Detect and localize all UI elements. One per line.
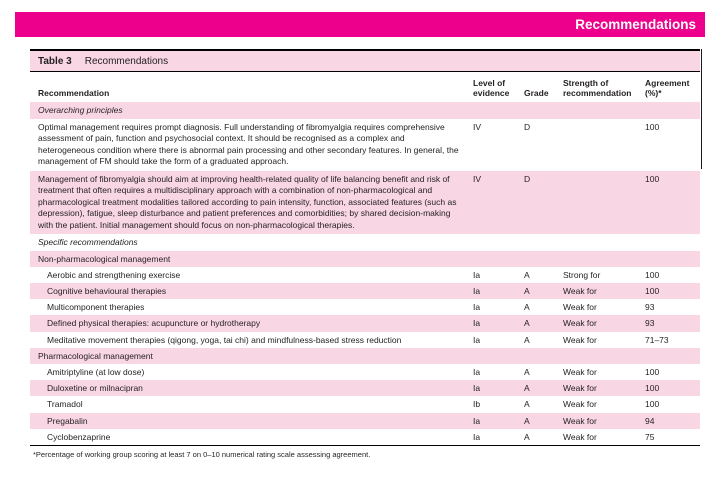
evidence-cell: Ia <box>473 366 481 377</box>
recommendation-cell: Amitriptyline (at low dose) <box>47 366 145 377</box>
table-body <box>30 102 700 445</box>
grade-cell <box>524 348 563 364</box>
evidence-cell: Ia <box>473 269 481 280</box>
agreement-cell: 100 <box>645 286 660 297</box>
recommendations-table <box>30 72 700 445</box>
item-row <box>30 413 700 429</box>
grade-cell: A <box>524 318 530 329</box>
strength-cell: Strong for <box>563 269 601 280</box>
paragraph-row <box>30 171 700 235</box>
agreement-cell: 100 <box>645 173 660 184</box>
recommendation-cell: Cyclobenzaprine <box>47 431 111 442</box>
strength-cell: Weak for <box>563 302 597 313</box>
grade-cell <box>524 102 563 118</box>
agreement-cell: 100 <box>645 399 660 410</box>
recommendation-cell: Multicomponent therapies <box>47 302 145 313</box>
strength-cell <box>563 102 645 118</box>
strength-cell: Weak for <box>563 415 597 426</box>
item-row <box>30 283 700 299</box>
evidence-cell: IV <box>473 173 482 184</box>
col-header-recommendation: Recommendation <box>30 72 473 102</box>
recommendation-cell: Management of fibromyalgia should aim at improving health-related quality of life balancing benefit and risk of treatment that often requires a multidisciplinary approach with a combination of non-pharmacological and pharmacological treatment modalities tailored according to pain intensity, function, associated features (such as depression), fatigue, sleep disturbance and patient preferences and comorbidities; by shared decision-making with the patient. Initial management should focus on non-pharmacological therapies. <box>38 173 457 230</box>
agreement-cell <box>645 234 700 250</box>
header-row <box>30 72 700 102</box>
evidence-cell: Ia <box>473 431 481 442</box>
strength-cell: Weak for <box>563 399 597 410</box>
evidence-cell: Ib <box>473 399 481 410</box>
strength-cell: Weak for <box>563 431 597 442</box>
recommendation-cell: Optimal management requires prompt diagnosis. Full understanding of fibromyalgia requires comprehensive assessment of pain, function and psychosocial context. It should be recognised as a complex and heterogeneous condition where there is abnormal pain processing and other secondary features. In general, the management of FM should take the form of a graduated approach. <box>38 121 459 167</box>
section-row <box>30 251 700 267</box>
strength-cell: Weak for <box>563 383 597 394</box>
agreement-cell: 93 <box>645 318 655 329</box>
grade-cell <box>524 234 563 250</box>
recommendation-cell: Tramadol <box>47 399 83 410</box>
agreement-cell: 100 <box>645 121 660 132</box>
item-row <box>30 396 700 412</box>
recommendation-cell: Cognitive behavioural therapies <box>47 286 167 297</box>
agreement-cell: 100 <box>645 269 660 280</box>
item-row <box>30 299 700 315</box>
recommendation-cell: Meditative movement therapies (qigong, yoga, tai chi) and mindfulness-based stress reduction <box>47 334 402 345</box>
strength-cell <box>563 119 645 171</box>
agreement-cell: 100 <box>645 366 660 377</box>
evidence-cell <box>473 102 524 118</box>
grade-cell: A <box>524 366 530 377</box>
strength-cell <box>563 251 645 267</box>
evidence-cell <box>473 348 524 364</box>
table-header <box>30 72 700 102</box>
table-footnote: *Percentage of working group scoring at least 7 on 0–10 numerical rating scale assessing agreement. <box>33 449 371 459</box>
item-row <box>30 429 700 445</box>
grade-cell: A <box>524 399 530 410</box>
grade-cell: A <box>524 383 530 394</box>
col-header-grade: Grade <box>524 72 563 102</box>
table-3-container <box>30 49 700 460</box>
strength-cell: Weak for <box>563 318 597 329</box>
evidence-cell: Ia <box>473 383 481 394</box>
agreement-cell: 75 <box>645 431 655 442</box>
evidence-cell: Ia <box>473 286 481 297</box>
grade-cell: A <box>524 431 530 442</box>
recommendation-cell: Pregabalin <box>47 415 88 426</box>
banner-title: Recommendations <box>575 17 696 32</box>
evidence-cell: IV <box>473 121 482 132</box>
strength-cell <box>563 348 645 364</box>
col-header-strength: Strength of recommendation <box>563 72 645 102</box>
evidence-cell: Ia <box>473 318 481 329</box>
table-number: Table 3 <box>38 56 72 67</box>
agreement-cell: 93 <box>645 302 655 313</box>
item-row <box>30 267 700 283</box>
col-header-level-of-evidence: Level of evidence <box>473 72 524 102</box>
recommendation-cell: Aerobic and strengthening exercise <box>47 269 181 280</box>
evidence-cell: Ia <box>473 334 481 345</box>
subhead-italic-row <box>30 234 700 250</box>
item-row <box>30 315 700 331</box>
paragraph-row <box>30 119 700 171</box>
section-row <box>30 348 700 364</box>
agreement-cell <box>645 251 700 267</box>
item-row <box>30 380 700 396</box>
agreement-cell <box>645 102 700 118</box>
recommendation-cell: Overarching principles <box>38 105 123 116</box>
strength-cell <box>563 234 645 250</box>
strength-cell: Weak for <box>563 366 597 377</box>
agreement-cell: 71–73 <box>645 334 669 345</box>
evidence-cell: Ia <box>473 302 481 313</box>
grade-cell: A <box>524 302 530 313</box>
recommendation-cell: Non-pharmacological management <box>38 253 171 264</box>
grade-cell: D <box>524 173 531 184</box>
recommendation-cell: Defined physical therapies: acupuncture or hydrotherapy <box>47 318 261 329</box>
grade-cell <box>524 251 563 267</box>
table-title-band <box>30 51 700 71</box>
evidence-cell <box>473 234 524 250</box>
strength-cell: Weak for <box>563 286 597 297</box>
grade-cell: D <box>524 121 531 132</box>
recommendation-cell: Pharmacological management <box>38 350 153 361</box>
strength-cell: Weak for <box>563 334 597 345</box>
item-row <box>30 364 700 380</box>
col-header-agreement: Agreement (%)* <box>645 72 700 102</box>
grade-cell: A <box>524 334 530 345</box>
grade-cell: A <box>524 269 530 280</box>
grade-cell: A <box>524 286 530 297</box>
strength-cell <box>563 171 645 235</box>
agreement-cell: 94 <box>645 415 655 426</box>
subhead-italic-row <box>30 102 700 118</box>
table-title: Recommendations <box>84 56 169 67</box>
agreement-cell: 100 <box>645 383 660 394</box>
recommendation-cell: Duloxetine or milnacipran <box>47 383 143 394</box>
recommendations-banner <box>15 12 705 37</box>
evidence-cell: Ia <box>473 415 481 426</box>
page-edge-line <box>701 49 702 169</box>
evidence-cell <box>473 251 524 267</box>
item-row <box>30 332 700 348</box>
grade-cell: A <box>524 415 530 426</box>
agreement-cell <box>645 348 700 364</box>
recommendation-cell: Specific recommendations <box>38 237 138 248</box>
